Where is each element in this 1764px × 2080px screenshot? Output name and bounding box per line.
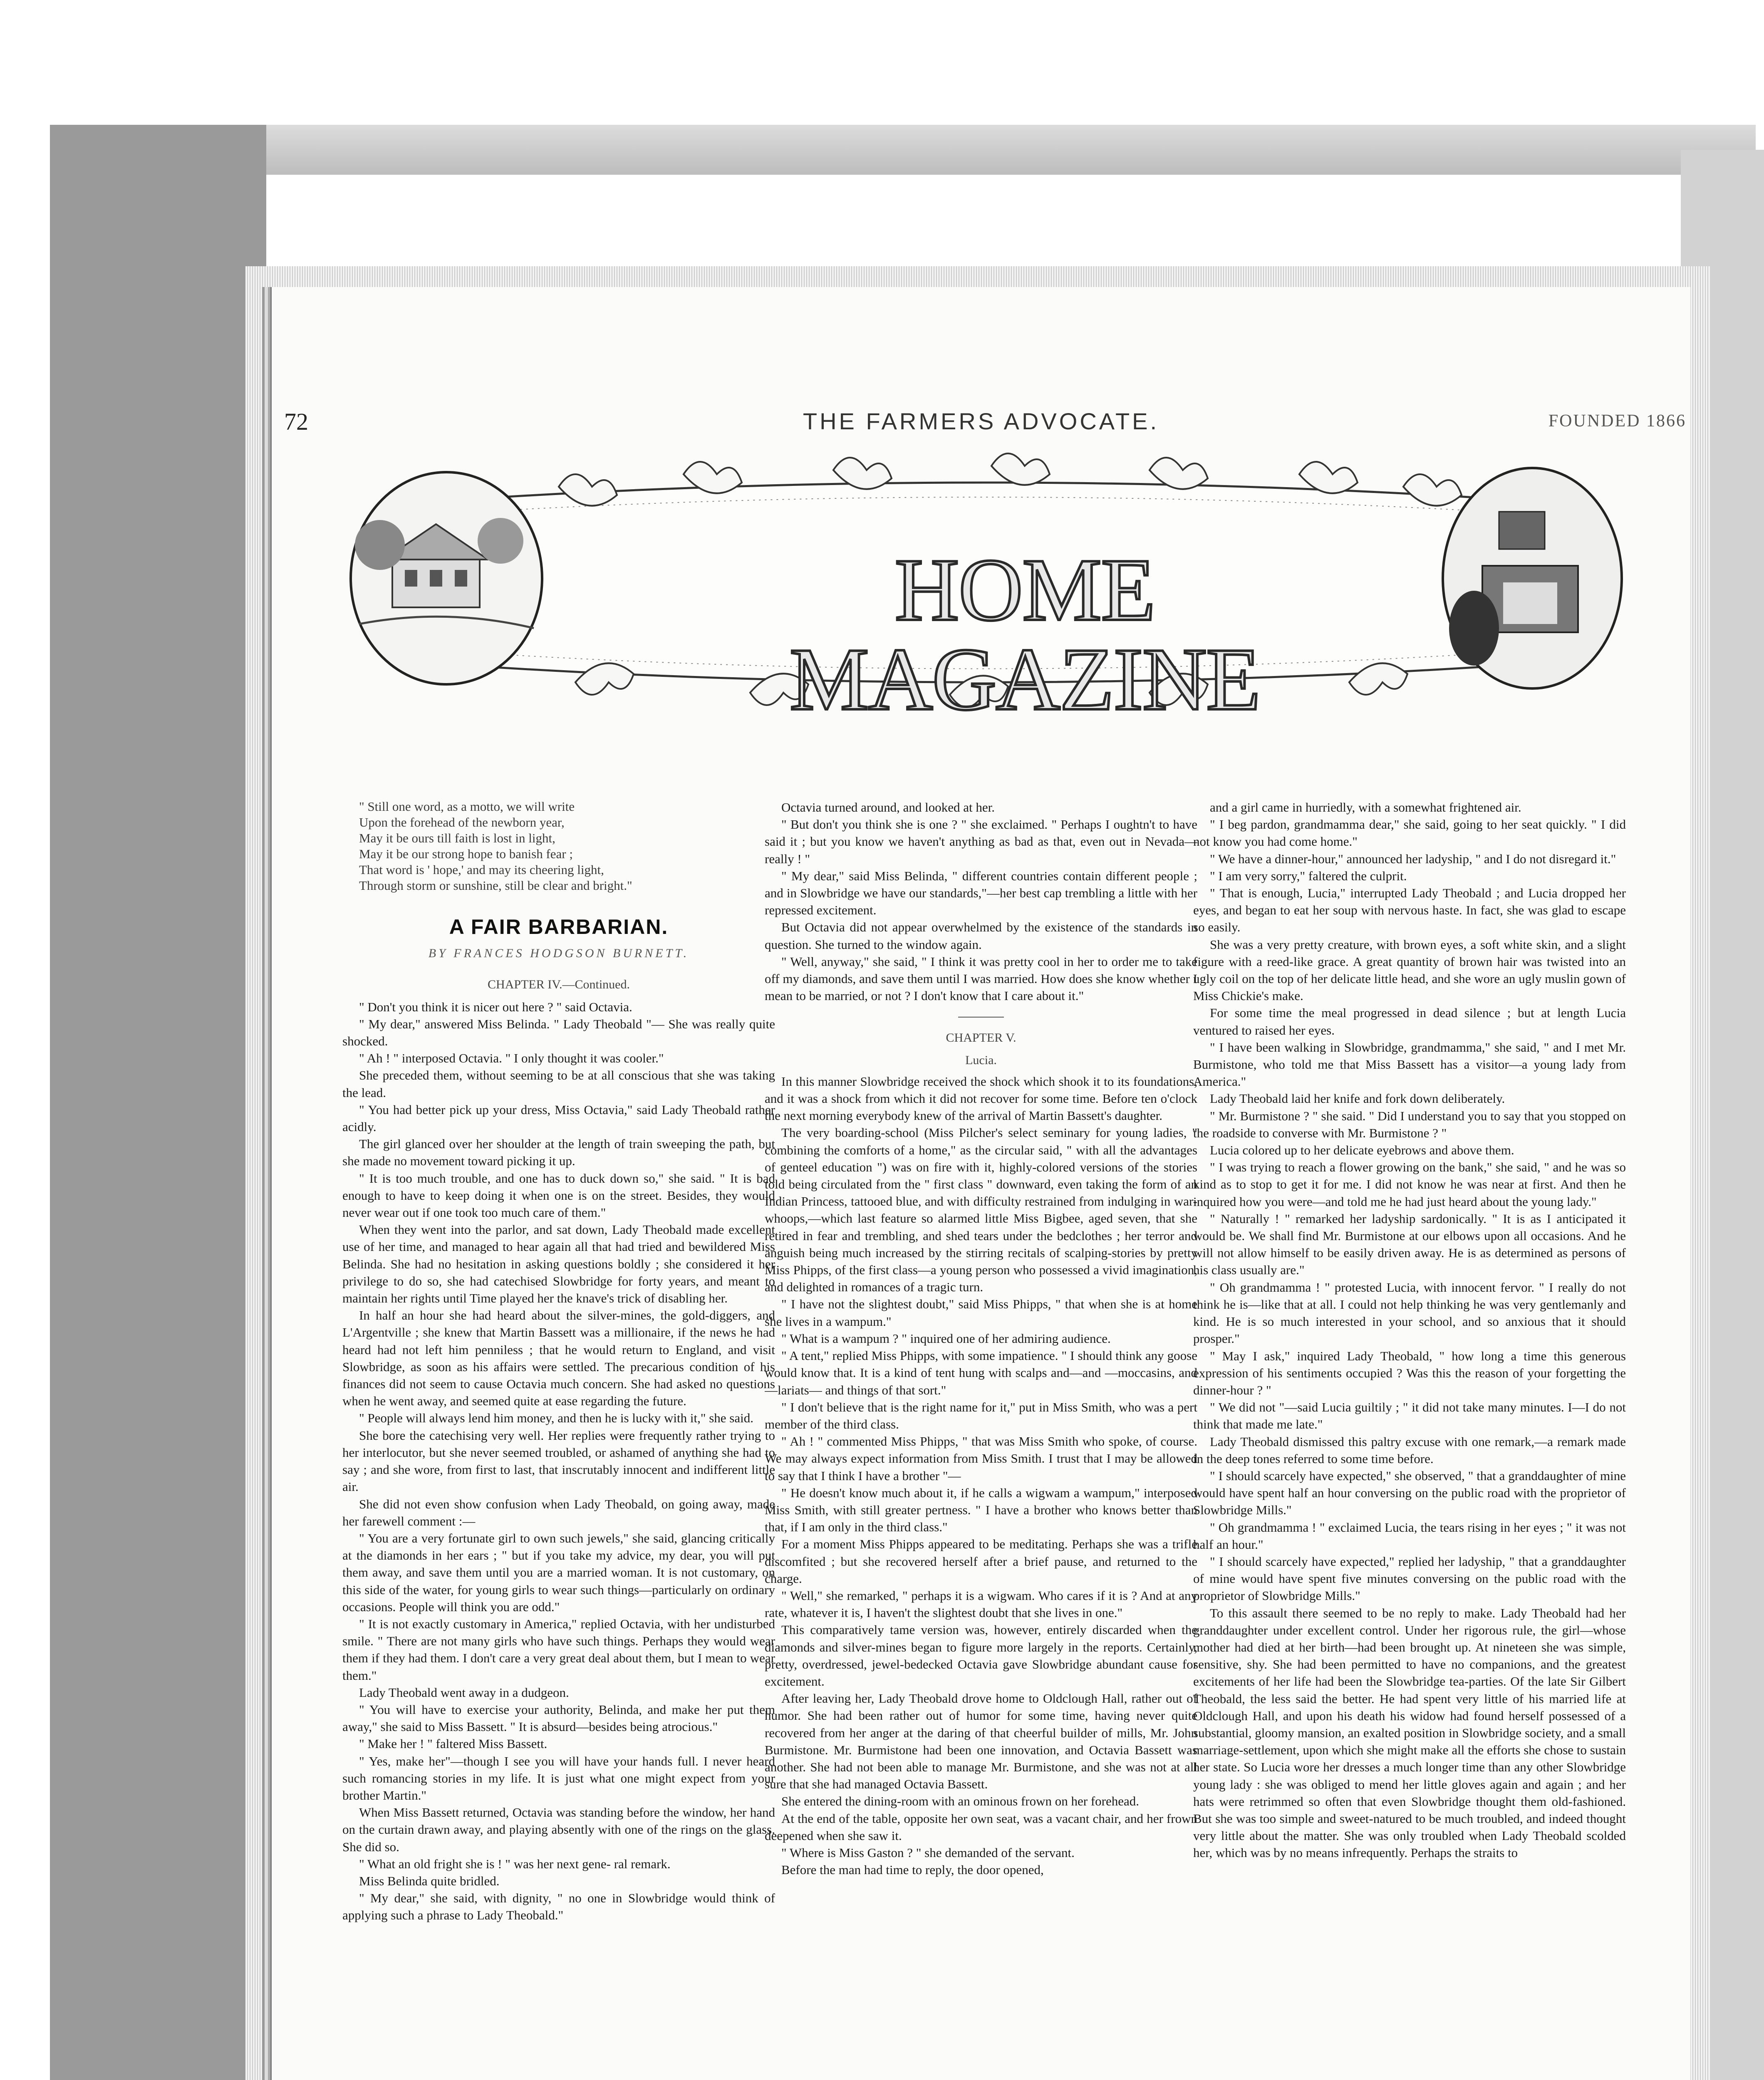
paragraph: " Mr. Burmistone ? " she said. " Did I understand you to say that you stopped on the roadside to converse with Mr. Burmistone ? " [1193,1108,1626,1140]
masthead-title: HOME MAGAZINE [789,540,1260,729]
story-title: A FAIR BARBARIAN. [449,915,669,938]
running-header [272,408,1690,441]
column-2-text-b [765,1073,1197,1879]
paragraph: " May I ask," inquired Lady Theobald, " how long a time this generous expression of his sentiments occupied ? Was this the reason of your forgetting the dinner-hour ? " [1193,1348,1626,1397]
paragraph: She preceded them, without seeming to be at all conscious that she was taking the lead. [342,1068,775,1100]
paragraph: " My dear," answered Miss Belinda. " Lady Theobald "— She was really quite shocked. [342,1016,775,1049]
paragraph: " Where is Miss Gaston ? " she demanded of the servant. [781,1845,1075,1860]
journal-title: THE FARMERS ADVOCATE. [803,408,1159,434]
paragraph: " You are a very fortunate girl to own such jewels," she said, glancing critically at the diamonds in her ears ; " but if you take my advice, my dear, you will put them away, and save them until you are a married woman. It is not customary, on this side of the water, for young girls to wear such things—particularly on ordinary occasions. People will think you are odd." [342,1530,775,1614]
chapter-iv-heading: CHAPTER IV.—Continued. [488,978,630,992]
paragraph: She did not even show confusion when Lady Theobald, on going away, made her farewell comment :— [342,1496,775,1528]
column-3-text [1193,799,1626,1862]
paragraph: " Yes, make her"—though I see you will have your hands full. I never heard such romancing stories in my life. It is just what one might expect from your brother Martin." [342,1753,775,1803]
paragraph: " We have a dinner-hour," announced her ladyship, " and I do not disregard it." [1210,851,1616,866]
paragraph: " You will have to exercise your authority, Belinda, and make her put them away," she said to Miss Bassett. " It is absurd—besides being atrocious." [342,1702,775,1734]
page-number: 72 [284,408,308,435]
paragraph: " We did not "—said Lucia guiltily ; " it did not take many minutes. I—I do not think that made me late." [1193,1400,1626,1432]
paragraph: " Naturally ! " remarked her ladyship sardonically. " It is as I anticipated it would be. We shall find Mr. Burmistone at our elbows upon all occasions. And he will not allow himself to be easily driven away. He is as determined as persons of his class usually are." [1193,1211,1626,1278]
paragraph: " Oh grandmamma ! " protested Lucia, with innocent fervor. " I really do not think he is—like that at all. I could not help thinking he was very gentlemanly and kind. He is so much interested in your school, and so anxious that it should prosper." [1193,1280,1626,1346]
chapter-v-subtitle: Lucia. [965,1053,997,1067]
paragraph: " People will always lend him money, and then he is lucky with it," she said. [359,1411,753,1426]
fireside-reader-icon [1443,468,1622,688]
paragraph: Before the man had time to reply, the door opened, [781,1862,1044,1877]
paragraph: Miss Belinda quite bridled. [359,1873,500,1888]
paragraph: " You had better pick up your dress, Miss Octavia," said Lady Theobald rather acidly. [342,1102,775,1134]
paragraph: For some time the meal progressed in dead silence ; but at length Lucia ventured to raised her eyes. [1193,1005,1626,1038]
paragraph: " I don't believe that is the right name for it," put in Miss Smith, who was a pert member of the third class. [765,1399,1197,1431]
paragraph: " What an old fright she is ! " was her next gene- ral remark. [359,1856,671,1871]
column-1-text [342,998,775,1924]
paragraph: " But don't you think she is one ? " she exclaimed. " Perhaps I oughtn't to have said it ; but you know we haven't anything as bad as that, even out in Nevada—really ! " [765,817,1197,866]
paragraph: " A tent," replied Miss Phipps, with some impatience. " I should think any goose would know that. It is a kind of tent hung with scalps and—and —moccasins, and—lariats— and things of that sort." [765,1348,1197,1397]
founded-line: FOUNDED 1866 [1548,411,1686,431]
paragraph: " It is too much trouble, and one has to duck down so," she said. " It is bad enough to have to keep doing it when one is on the street. Besides, they would never wear out if one took too much care of them." [342,1171,775,1220]
chapter-v-heading: CHAPTER V. [946,1031,1016,1045]
poem-line: Upon the forehead of the newborn year, [359,815,565,830]
paragraph: She was a very pretty creature, with brown eyes, a soft white skin, and a slight figure with a reed-like grace. A great quantity of brown hair was twisted into an ugly coil on the top of her delicate little head, and she wore an ugly muslin gown of Miss Chickie's make. [1193,937,1626,1003]
paragraph: " I should scarcely have expected," replied her ladyship, " that a granddaughter of mine would have spent five minutes conversing on the public road with the proprietor of Slowbridge Mills." [1193,1554,1626,1603]
story-byline: BY FRANCES HODGSON BURNETT. [428,946,689,961]
paragraph: When they went into the parlor, and sat down, Lady Theobald made excellent use of her time, and managed to hear again all that had tried and bewildered Miss Belinda. She had no hesitation in asking questions boldly ; she considered it her privilege to do so, she had catechised Slowbridge for forty years, and meant to maintain her rights until Time played her the knave's trick of disabling her. [342,1222,775,1306]
paragraph: " Ah ! " commented Miss Phipps, " that was Miss Smith who spoke, of course. We may always expect information from Miss Smith. I trust that I may be allowed to say that I think I have a brother "— [765,1434,1197,1483]
paragraph: In half an hour she had heard about the silver-mines, the gold-diggers, and L'Argentville ; she knew that Martin Bassett was a millionaire, if the news he had heard had not left him penniless ; that he would return to England, and visit Slowbridge, as soon as his affairs were settled. The precarious condition of his finances did not seem to cause Octavia much concern. She had asked no questions when he went away, and seemed quite at ease regarding the future. [342,1308,775,1409]
paragraph: " Well, anyway," she said, " I think it was pretty cool in her to order me to take off my diamonds, and save them until I was married. How does she know whether I mean to be married, or not ? I don't know that I care about it." [765,954,1197,1003]
paragraph: " He doesn't know much about it, if he calls a wigwam a wampum," interposed Miss Smith, with still greater pertness. " I have a brother who knows better than that, if I am only in the third class." [765,1485,1197,1535]
paragraph: " Don't you think it is nicer out here ? " said Octavia. [359,999,632,1014]
paragraph: " I was trying to reach a flower growing on the bank," she said, " and he was so kind as to stop to get it for me. I did not know he was near at first. And then he inquired how you were—and told me he had just heard about the young lady." [1193,1160,1626,1209]
house-with-trees-icon [351,472,542,684]
column-1 [342,799,775,2080]
paragraph: " What is a wampum ? " inquired one of her admiring audience. [781,1331,1111,1346]
paragraph: and a girl came in hurriedly, with a somewhat frightened air. [1210,800,1521,815]
paragraph: " My dear," she said, with dignity, " no one in Slowbridge would think of applying such a phrase to Lady Theobald." [342,1891,775,1923]
poem-line: May it be ours till faith is lost in light, [359,831,555,845]
paragraph: At the end of the table, opposite her own seat, was a vacant chair, and her frown deepened when she saw it. [765,1811,1197,1843]
paragraph: Lady Theobald dismissed this paltry excuse with one remark,—a remark made in the deep tones referred to some time before. [1193,1434,1626,1466]
section-rule [958,1017,1004,1018]
column-3 [1193,799,1626,2080]
paragraph: " It is not exactly customary in America," replied Octavia, with her undisturbed smile. " There are not many girls who have such things. Perhaps they would wear them if they had them. I don't care a very great deal about them, but I mean to wear them." [342,1616,775,1683]
paragraph: " I am very sorry," faltered the culprit. [1210,868,1407,883]
paragraph: She bore the catechising very well. Her replies were frequently rather trying to her interlocutor, but she never seemed troubled, or ashamed of anything she had to say ; and she wore, from first to last, that inscrutably innocent and indifferent little air. [342,1428,775,1494]
poem-line: May it be our strong hope to banish fear ; [359,847,573,861]
scan-shadow-left [50,125,266,2080]
home-magazine-masthead [342,449,1628,729]
paragraph: " I have not the slightest doubt," said Miss Phipps, " that when she is at home she lives in a wampum." [765,1297,1197,1329]
paragraph: She entered the dining-room with an ominous frown on her forehead. [781,1794,1140,1809]
column-2 [765,799,1197,2080]
paragraph: Octavia turned around, and looked at her. [781,800,995,815]
paragraph: Lucia colored up to her delicate eyebrows and above them. [1210,1143,1514,1158]
poem-line: Through storm or sunshine, still be clear and bright." [359,878,632,893]
paragraph: " Ah ! " interposed Octavia. " I only thought it was cooler." [359,1051,664,1066]
paragraph: In this manner Slowbridge received the shock which shook it to its foundations, and it was a shock from which it did not recover for some time. Before ten o'clock the next morning everybody knew of the arrival of Martin Bassett's daughter. [765,1074,1197,1123]
paragraph: The girl glanced over her shoulder at the length of train sweeping the path, but she made no movement toward picking it up. [342,1137,775,1169]
poem-line: " Still one word, as a motto, we will write [359,799,575,814]
paragraph: " I should scarcely have expected," she observed, " that a granddaughter of mine would have spent half an hour conversing on the public road with the proprietor of Slowbridge Mills." [1193,1468,1626,1518]
newspaper-page [270,287,1690,2080]
paragraph: The very boarding-school (Miss Pilcher's select seminary for young ladies, " combining the comforts of a home," as the circular said, " with all the advantages of genteel education ") was on fire with it, highly-colored versions of the stories told being circulated from the " first class " downward, even taking the form of an Indian Princess, tattooed blue, and with difficulty restrained from indulging in war-whoops,—which last feature so alarmed little Miss Bigbee, aged seven, that she retired in fear and trembling, and shed tears under the bedclothes ; her terror and anguish being much increased by the stirring recitals of scalping-stories by pretty Miss Phipps, of the first class—a young person who possessed a vivid imagination, and delighted in romances of a tragic turn. [765,1125,1197,1295]
paragraph: " Oh grandmamma ! " exclaimed Lucia, the tears rising in her eyes ; " it was not half an hour." [1193,1520,1626,1552]
paragraph: When Miss Bassett returned, Octavia was standing before the window, her hand on the curtain drawn away, and playing absently with one of the rings on the glass. She did so. [342,1805,775,1854]
paragraph: To this assault there seemed to be no reply to make. Lady Theobald had her granddaughter under excellent control. Under her rigorous rule, the girl—whose mother had died at her birth—had been brought up. At nineteen she was simple, sensitive, shy. She had been permitted to have no companions, and the greatest excitements of her life had been the Slowbridge tea-parties. Of the late Sir Gilbert Theobald, the less said the better. He had spent very little of his married life at Oldclough Hall, and upon his death his widow had found herself possessed of a substantial, gloomy mansion, an exalted position in Slowbridge society, and a small marriage-settlement, upon which she might make all the efforts she chose to sustain her state. So Lucia wore her dresses a much longer time than any other Slowbridge young lady : she was obliged to mend her little gloves again and again ; and her hats were retrimmed so often that even Slowbridge thought them old-fashioned. But she was too simple and sweet-natured to be much troubled, and indeed thought very little about the matter. She was only troubled when Lady Theobald scolded her, which was by no means infrequently. Perhaps the straits to [1193,1605,1626,1860]
paragraph: " Well," she remarked, " perhaps it is a wigwam. Who cares if it is ? And at any rate, whatever it is, I haven't the slightest doubt that she lives in one." [765,1588,1197,1620]
scan-shadow-top [50,125,1756,175]
paragraph: " I beg pardon, grandmamma dear," she said, going to her seat quickly. " I did not know you had come home." [1193,817,1626,849]
paragraph: " I have been walking in Slowbridge, grandmamma," she said, " and I met Mr. Burmistone, who told me that Miss Bassett has a visitor—a young lady from America." [1193,1040,1626,1089]
poem-line: That word is ' hope,' and may its cheering light, [359,862,604,877]
paragraph: Lady Theobald laid her knife and fork down deliberately. [1210,1091,1505,1106]
paragraph: But Octavia did not appear overwhelmed by the existence of the standards in question. She turned to the window again. [765,920,1197,952]
paragraph: " My dear," said Miss Belinda, " different countries contain different people ; and in Slowbridge we have our standards,"—her best cap trembling a little with her repressed excitement. [765,868,1197,918]
paragraph: For a moment Miss Phipps appeared to be meditating. Perhaps she was a trifle discomfited ; but she recovered herself after a brief pause, and returned to the charge. [765,1537,1197,1586]
paragraph: " Make her ! " faltered Miss Bassett. [359,1736,548,1751]
motto-poem [359,799,775,894]
paragraph: This comparatively tame version was, however, entirely discarded when the diamonds and silver-mines began to figure more largely in the reports. Certainly, pretty, overdressed, jewel-bedecked Octavia gave Slowbridge abundant cause for excitement. [765,1622,1197,1689]
paragraph: After leaving her, Lady Theobald drove home to Oldclough Hall, rather out of humor. She had been rather out of humor for some time, having never quite recovered from her anger at the daring of that cheerful builder of mills, Mr. John Burmistone. Mr. Burmistone had been one innovation, and Octavia Bassett was another. She had not been able to manage Mr. Burmistone, and she was not at all sure that she had managed Octavia Bassett. [765,1691,1197,1792]
paragraph: " That is enough, Lucia," interrupted Lady Theobald ; and Lucia dropped her eyes, and began to eat her soup with nervous haste. In fact, she was glad to escape so easily. [1193,886,1626,935]
column-2-text-a [765,799,1197,1004]
paragraph: Lady Theobald went away in a dudgeon. [359,1685,569,1700]
